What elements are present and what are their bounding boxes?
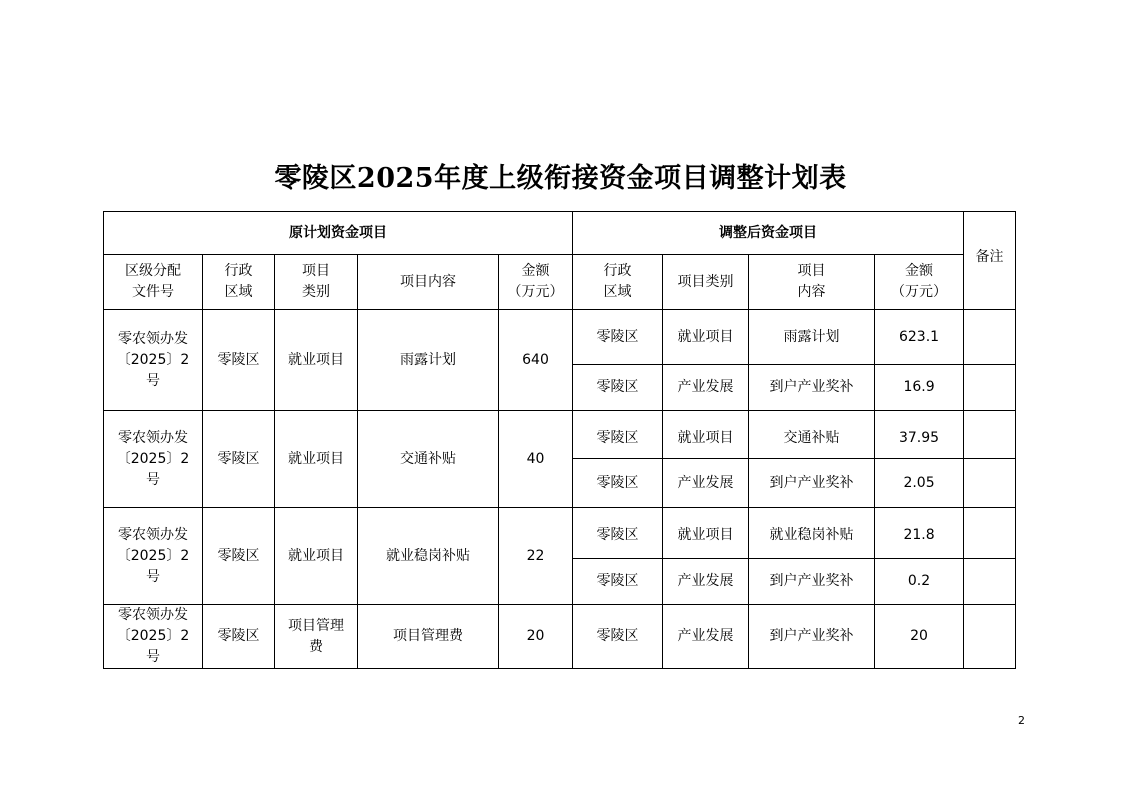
region: 零陵区 (203, 310, 275, 411)
category: 就业项目 (275, 310, 358, 411)
adj-content: 到户产业奖补 (749, 459, 875, 508)
remark-cell (964, 411, 1016, 459)
section-adjusted: 调整后资金项目 (573, 212, 964, 255)
page-title: 零陵区2025年度上级衔接资金项目调整计划表 (274, 163, 847, 194)
page-number: 2 (1018, 714, 1025, 727)
adj-amount: 2.05 (875, 459, 964, 508)
section-original: 原计划资金项目 (104, 212, 573, 255)
doc-number: 零农领办发 〔2025〕2 号 (104, 508, 203, 605)
remark-cell (964, 559, 1016, 605)
adj-category: 就业项目 (663, 508, 749, 559)
adj-region: 零陵区 (573, 310, 663, 365)
adj-content: 交通补贴 (749, 411, 875, 459)
header-content: 项目内容 (358, 255, 499, 310)
remark-cell (964, 459, 1016, 508)
content: 雨露计划 (358, 310, 499, 411)
content: 就业稳岗补贴 (358, 508, 499, 605)
adj-category: 产业发展 (663, 559, 749, 605)
adj-region: 零陵区 (573, 459, 663, 508)
category: 项目管理 费 (275, 605, 358, 669)
doc-number: 零农领办发 〔2025〕2 号 (104, 411, 203, 508)
adj-category: 产业发展 (663, 365, 749, 411)
adj-category: 产业发展 (663, 605, 749, 669)
adj-amount: 21.8 (875, 508, 964, 559)
header-region: 行政 区域 (203, 255, 275, 310)
adj-content: 雨露计划 (749, 310, 875, 365)
adj-amount: 623.1 (875, 310, 964, 365)
remark-cell (964, 310, 1016, 365)
header-adj-content: 项目 内容 (749, 255, 875, 310)
category: 就业项目 (275, 411, 358, 508)
header-category: 项目 类别 (275, 255, 358, 310)
adj-category: 就业项目 (663, 411, 749, 459)
header-adj-region: 行政 区域 (573, 255, 663, 310)
adjustment-table (103, 211, 1016, 669)
content: 交通补贴 (358, 411, 499, 508)
adj-region: 零陵区 (573, 605, 663, 669)
adj-region: 零陵区 (573, 508, 663, 559)
region: 零陵区 (203, 605, 275, 669)
amount: 22 (499, 508, 573, 605)
adj-amount: 16.9 (875, 365, 964, 411)
header-amount: 金额 （万元） (499, 255, 573, 310)
remark-header: 备注 (964, 212, 1016, 310)
amount: 40 (499, 411, 573, 508)
region: 零陵区 (203, 508, 275, 605)
doc-number: 零农领办发 〔2025〕2 号 (104, 605, 203, 669)
adj-content: 到户产业奖补 (749, 605, 875, 669)
table-row (104, 605, 1016, 669)
remark-cell (964, 605, 1016, 669)
adj-content: 到户产业奖补 (749, 365, 875, 411)
adj-amount: 20 (875, 605, 964, 669)
adj-amount: 37.95 (875, 411, 964, 459)
adj-category: 就业项目 (663, 310, 749, 365)
adj-region: 零陵区 (573, 559, 663, 605)
amount: 640 (499, 310, 573, 411)
table-row (104, 508, 1016, 559)
adj-region: 零陵区 (573, 411, 663, 459)
doc-number: 零农领办发 〔2025〕2 号 (104, 310, 203, 411)
remark-cell (964, 508, 1016, 559)
content: 项目管理费 (358, 605, 499, 669)
region: 零陵区 (203, 411, 275, 508)
header-doc-no: 区级分配 文件号 (104, 255, 203, 310)
adj-content: 到户产业奖补 (749, 559, 875, 605)
header-adj-category: 项目类别 (663, 255, 749, 310)
adj-category: 产业发展 (663, 459, 749, 508)
adj-region: 零陵区 (573, 365, 663, 411)
adj-content: 就业稳岗补贴 (749, 508, 875, 559)
amount: 20 (499, 605, 573, 669)
category: 就业项目 (275, 508, 358, 605)
header-adj-amount: 金额 （万元） (875, 255, 964, 310)
table-row (104, 411, 1016, 459)
remark-cell (964, 365, 1016, 411)
adj-amount: 0.2 (875, 559, 964, 605)
table-row (104, 310, 1016, 365)
